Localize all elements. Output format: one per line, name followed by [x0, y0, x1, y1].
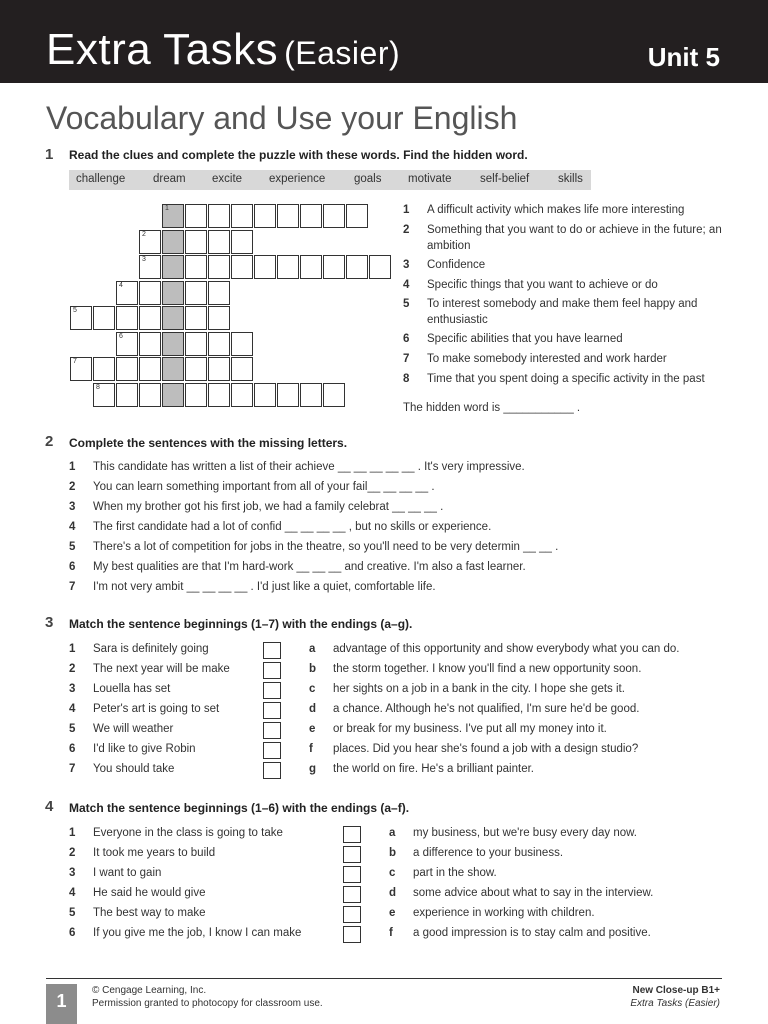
- crossword-hidden-cell[interactable]: [162, 281, 184, 305]
- item-text: places. Did you hear she's found a job with a design studio?: [333, 743, 639, 755]
- clue-text: A difficult activity which makes life more interesting: [427, 204, 685, 216]
- item-text: a chance. Although he's not qualified, I'm sure he'd be good.: [333, 703, 640, 715]
- item-number: 4: [69, 703, 76, 715]
- clue-number: 2: [403, 224, 410, 236]
- crossword-cell[interactable]: [208, 332, 230, 356]
- permission-text: Permission granted to photocopy for classroom use.: [92, 998, 323, 1009]
- word-bank-item: excite: [212, 173, 243, 185]
- item-text: experience in working with children.: [413, 907, 595, 919]
- item-number: 6: [69, 743, 76, 755]
- item-text: The first candidate had a lot of confid __ __ __ __ , but no skills or experience.: [93, 521, 492, 533]
- crossword-cell[interactable]: [231, 383, 253, 407]
- crossword-cell[interactable]: [139, 255, 161, 279]
- answer-box[interactable]: [263, 762, 281, 779]
- item-letter: c: [309, 683, 316, 695]
- item-letter: f: [389, 927, 393, 939]
- exercise-1-number: 1: [45, 146, 54, 163]
- clue-text: Time that you spent doing a specific activity in the past: [427, 373, 705, 385]
- crossword-cell[interactable]: [208, 281, 230, 305]
- item-number: 2: [69, 663, 76, 675]
- answer-box[interactable]: [263, 722, 281, 739]
- crossword-hidden-cell[interactable]: [162, 332, 184, 356]
- item-text: This candidate has written a list of their achieve __ __ __ __ __ . It's very impressive.: [93, 461, 525, 473]
- exercise-4-instruction: Match the sentence beginnings (1–6) with the endings (a–f).: [69, 801, 410, 815]
- crossword-cell[interactable]: [139, 306, 161, 330]
- crossword-cell[interactable]: [116, 306, 138, 330]
- item-letter: g: [309, 763, 317, 775]
- answer-box[interactable]: [343, 866, 361, 883]
- clue-text: Specific things that you want to achieve or do: [427, 279, 658, 291]
- crossword-hidden-cell[interactable]: [162, 204, 184, 228]
- crossword-cell[interactable]: [300, 383, 322, 407]
- crossword-cell[interactable]: [208, 204, 230, 228]
- item-number: 3: [69, 501, 76, 513]
- item-text: Peter's art is going to set: [93, 703, 220, 715]
- word-bank-item: goals: [354, 173, 382, 185]
- item-letter: d: [389, 887, 397, 899]
- item-letter: b: [389, 847, 397, 859]
- crossword-cell[interactable]: [139, 357, 161, 381]
- answer-box[interactable]: [343, 926, 361, 943]
- crossword-cell[interactable]: [231, 230, 253, 254]
- item-number: 5: [69, 541, 76, 553]
- crossword-cell[interactable]: [208, 357, 230, 381]
- clue-text: To interest somebody and make them feel happy and enthusiastic: [427, 298, 698, 326]
- crossword-cell[interactable]: [185, 255, 207, 279]
- clue-text: To make somebody interested and work harder: [427, 353, 667, 365]
- crossword-cell[interactable]: [185, 230, 207, 254]
- crossword-cell[interactable]: [231, 357, 253, 381]
- crossword-cell[interactable]: [277, 204, 299, 228]
- answer-box[interactable]: [263, 742, 281, 759]
- crossword-cell[interactable]: [185, 281, 207, 305]
- clue-number: 7: [403, 353, 410, 365]
- item-letter: e: [389, 907, 396, 919]
- crossword-cell[interactable]: [116, 357, 138, 381]
- crossword-cell[interactable]: [208, 383, 230, 407]
- word-bank: [69, 170, 591, 190]
- item-text: the world on fire. He's a brilliant painter.: [333, 763, 534, 775]
- exercise-2-instruction: Complete the sentences with the missing letters.: [69, 436, 348, 450]
- crossword-cell[interactable]: [185, 204, 207, 228]
- item-number: 2: [69, 847, 76, 859]
- footer-divider: [46, 978, 722, 979]
- crossword-cell[interactable]: [208, 230, 230, 254]
- crossword-cell[interactable]: [185, 383, 207, 407]
- item-text: It took me years to build: [93, 847, 216, 859]
- item-letter: a: [389, 827, 396, 839]
- item-number: 6: [69, 561, 76, 573]
- crossword-cell[interactable]: [254, 204, 276, 228]
- item-letter: a: [309, 643, 316, 655]
- crossword-cell[interactable]: [185, 357, 207, 381]
- page-title: [46, 26, 400, 77]
- crossword-cell[interactable]: [70, 357, 92, 381]
- clue-number: 4: [403, 279, 410, 291]
- item-number: 2: [69, 481, 76, 493]
- item-text: You should take: [93, 763, 175, 775]
- crossword-hidden-cell[interactable]: [162, 383, 184, 407]
- clue-text: Confidence: [427, 259, 486, 271]
- item-text: When my brother got his first job, we had a family celebrat __ __ __ .: [93, 501, 444, 513]
- word-bank-item: challenge: [76, 173, 126, 185]
- exercise-4-number: 4: [45, 798, 54, 815]
- unit-label: Unit 5: [647, 42, 720, 72]
- answer-box[interactable]: [263, 662, 281, 679]
- crossword-clue-number: 5: [73, 307, 77, 314]
- item-number: 1: [69, 643, 76, 655]
- crossword-cell[interactable]: [139, 332, 161, 356]
- item-letter: f: [309, 743, 313, 755]
- crossword-cell[interactable]: [116, 383, 138, 407]
- item-number: 3: [69, 683, 76, 695]
- item-text: a good impression is to stay calm and positive.: [413, 927, 651, 939]
- crossword-cell[interactable]: [231, 332, 253, 356]
- item-number: 5: [69, 907, 76, 919]
- item-text: We will weather: [93, 723, 174, 735]
- item-number: 1: [69, 827, 76, 839]
- crossword-cell[interactable]: [185, 332, 207, 356]
- item-letter: b: [309, 663, 317, 675]
- item-text: He said he would give: [93, 887, 206, 899]
- item-text: Sara is definitely going: [93, 643, 209, 655]
- item-number: 4: [69, 887, 76, 899]
- crossword-cell[interactable]: [369, 255, 391, 279]
- crossword-hidden-cell[interactable]: [162, 255, 184, 279]
- crossword-clue-number: 2: [142, 230, 146, 238]
- crossword-cell[interactable]: [93, 383, 115, 407]
- crossword-cell[interactable]: [346, 255, 368, 279]
- answer-box[interactable]: [343, 846, 361, 863]
- item-letter: d: [309, 703, 317, 715]
- item-text: her sights on a job in a bank in the city. I hope she gets it.: [333, 683, 625, 695]
- crossword-cell[interactable]: [185, 306, 207, 330]
- item-text: The next year will be make: [93, 663, 230, 675]
- answer-box[interactable]: [263, 642, 281, 659]
- crossword-cell[interactable]: [231, 255, 253, 279]
- crossword-cell[interactable]: [116, 332, 138, 356]
- item-text: I want to gain: [93, 867, 162, 879]
- crossword-cell[interactable]: [116, 281, 138, 305]
- crossword-clue-number: 8: [96, 383, 100, 391]
- clue-text: Specific abilities that you have learned: [427, 333, 623, 345]
- book-title: New Close-up B1+: [632, 985, 720, 996]
- item-text: the storm together. I know you'll find a new opportunity soon.: [333, 663, 642, 675]
- item-text: or break for my business. I've put all my money into it.: [333, 723, 607, 735]
- crossword-cell[interactable]: [254, 383, 276, 407]
- item-text: a difference to your business.: [413, 847, 564, 859]
- item-text: part in the show.: [413, 867, 497, 879]
- crossword-cell[interactable]: [70, 306, 92, 330]
- item-number: 7: [69, 763, 76, 775]
- title-subtitle: (Easier): [284, 35, 401, 71]
- hidden-word-line: The hidden word is ___________ .: [403, 402, 581, 414]
- crossword-cell[interactable]: [323, 255, 345, 279]
- crossword-hidden-cell[interactable]: [162, 306, 184, 330]
- item-number: 3: [69, 867, 76, 879]
- item-text: The best way to make: [93, 907, 206, 919]
- item-text: advantage of this opportunity and show everybody what you can do.: [333, 643, 680, 655]
- exercise-3-number: 3: [45, 614, 54, 631]
- crossword-cell[interactable]: [346, 204, 368, 228]
- crossword-cell[interactable]: [277, 255, 299, 279]
- item-number: 7: [69, 581, 76, 593]
- word-bank-item: experience: [269, 173, 326, 185]
- book-subtitle: Extra Tasks (Easier): [630, 998, 720, 1009]
- item-number: 4: [69, 521, 76, 533]
- clue-number: 3: [403, 259, 410, 271]
- item-text: my business, but we're busy every day now.: [413, 827, 637, 839]
- crossword-clue-number: 7: [73, 358, 77, 365]
- word-bank-item: motivate: [408, 173, 452, 185]
- item-letter: c: [389, 867, 396, 879]
- title-main: Extra Tasks: [46, 25, 279, 74]
- clue-text: Something that you want to do or achieve in the future; an ambition: [427, 224, 722, 252]
- crossword-clue-number: 6: [119, 332, 123, 340]
- exercise-3-instruction: Match the sentence beginnings (1–7) with the endings (a–g).: [69, 617, 413, 631]
- answer-box[interactable]: [343, 906, 361, 923]
- page-header: [0, 0, 768, 83]
- answer-box[interactable]: [343, 886, 361, 903]
- crossword-cell[interactable]: [323, 383, 345, 407]
- crossword-hidden-cell[interactable]: [162, 230, 184, 254]
- crossword-clue-number: 1: [165, 205, 169, 212]
- crossword-cell[interactable]: [323, 204, 345, 228]
- copyright-text: © Cengage Learning, Inc.: [92, 985, 207, 996]
- clue-number: 1: [403, 204, 410, 216]
- crossword-cell[interactable]: [208, 255, 230, 279]
- crossword-cell[interactable]: [254, 255, 276, 279]
- crossword-cell[interactable]: [93, 357, 115, 381]
- clue-number: 8: [403, 373, 410, 385]
- crossword-cell[interactable]: [93, 306, 115, 330]
- item-number: 6: [69, 927, 76, 939]
- crossword-cell[interactable]: [139, 281, 161, 305]
- item-text: Louella has set: [93, 683, 171, 695]
- item-letter: e: [309, 723, 316, 735]
- crossword-clue-number: 3: [142, 256, 146, 263]
- crossword-cell[interactable]: [300, 204, 322, 228]
- crossword-cell[interactable]: [277, 383, 299, 407]
- crossword-cell[interactable]: [208, 306, 230, 330]
- section-title: Vocabulary and Use your English: [46, 100, 518, 136]
- item-text: Everyone in the class is going to take: [93, 827, 283, 839]
- answer-box[interactable]: [263, 682, 281, 699]
- item-text: There's a lot of competition for jobs in the theatre, so you'll need to be very determin __ __ .: [93, 541, 559, 553]
- item-text: My best qualities are that I'm hard-work __ __ __ and creative. I'm also a fast learner.: [93, 561, 526, 573]
- answer-box[interactable]: [343, 826, 361, 843]
- item-number: 1: [69, 461, 76, 473]
- word-bank-item: skills: [558, 173, 583, 185]
- clue-number: 6: [403, 333, 410, 345]
- item-text: If you give me the job, I know I can make: [93, 927, 302, 939]
- crossword-clue-number: 4: [119, 281, 123, 289]
- item-text: some advice about what to say in the interview.: [413, 887, 654, 899]
- word-bank-item: dream: [153, 173, 186, 185]
- item-text: I'm not very ambit __ __ __ __ . I'd just like a quiet, comfortable life.: [93, 581, 436, 593]
- page-number: 1: [46, 984, 77, 1024]
- crossword-cell[interactable]: [231, 204, 253, 228]
- crossword-cell[interactable]: [300, 255, 322, 279]
- clue-number: 5: [403, 298, 410, 310]
- word-bank-item: self-belief: [480, 173, 530, 185]
- crossword-cell[interactable]: [139, 383, 161, 407]
- crossword-hidden-cell[interactable]: [162, 357, 184, 381]
- item-number: 5: [69, 723, 76, 735]
- answer-box[interactable]: [263, 702, 281, 719]
- item-text: You can learn something important from all of your fail__ __ __ __ .: [93, 481, 435, 493]
- exercise-2-number: 2: [45, 433, 54, 450]
- crossword-cell[interactable]: [139, 230, 161, 254]
- item-text: I'd like to give Robin: [93, 743, 196, 755]
- exercise-1-instruction: Read the clues and complete the puzzle with these words. Find the hidden word.: [69, 148, 528, 162]
